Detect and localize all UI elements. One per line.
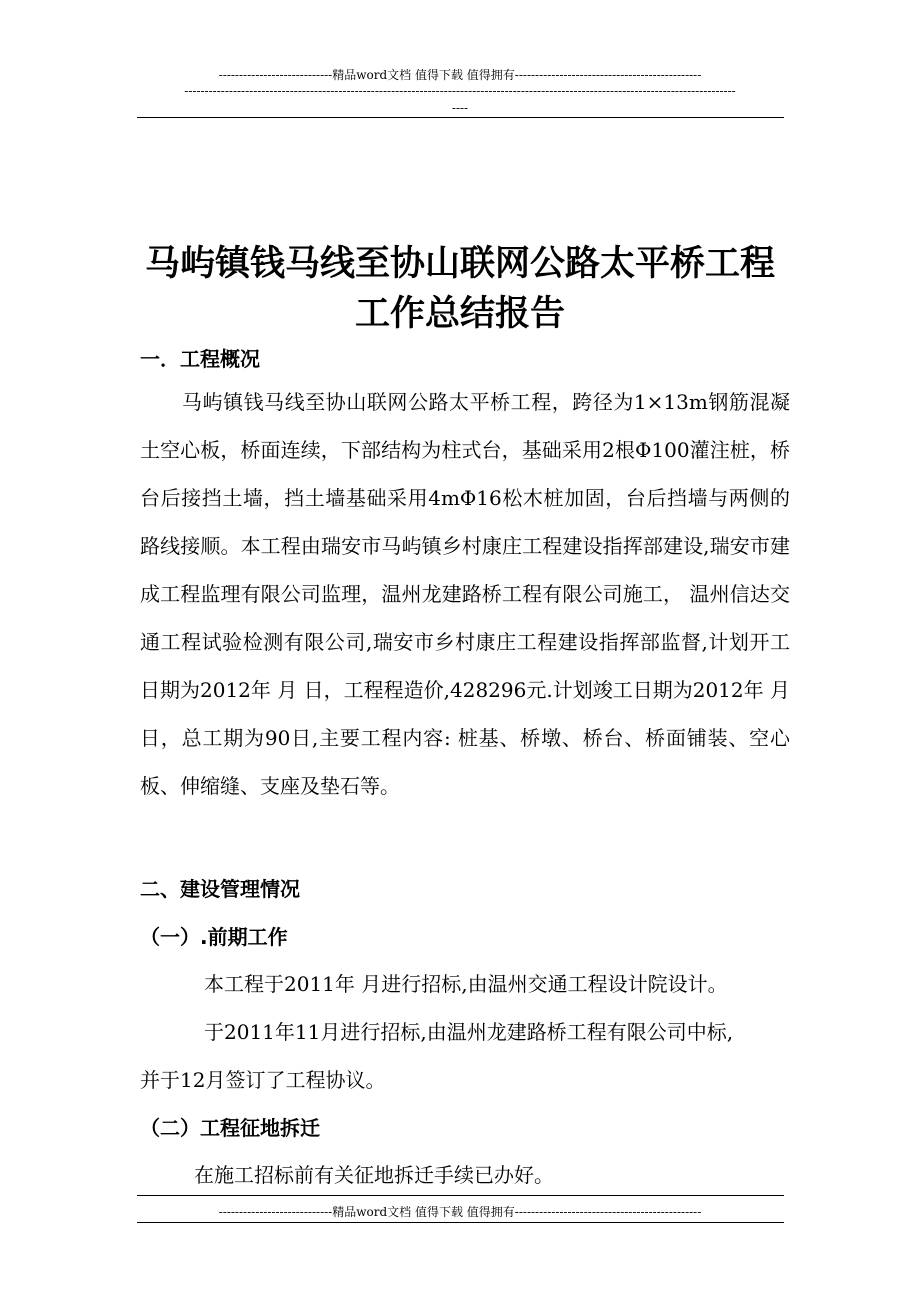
footer-rule — [137, 1195, 784, 1196]
section-heading-management: 二、建设管理情况 — [140, 877, 300, 901]
document-title-line1: 马屿镇钱马线至协山联网公路太平桥工程 — [144, 244, 775, 284]
preliminary-line-2: 于2011年11月进行招标,由温州龙建路桥工程有限公司中标, — [204, 1020, 734, 1044]
overview-paragraph: 马屿镇钱马线至协山联网公路太平桥工程，跨径为1×13m钢筋混凝土空心板，桥面连续，下部结构为柱式台，基础采用2根Φ100灌注桩，桥台后接挡土墙，挡土墙基础采用4mΦ16松木桩加固，台后挡墙与两侧的路线接顺。本工程由瑞安市马屿镇乡村康庄工程建设指挥部建设,瑞安市建成工程监理有限公司监理，温州龙建路桥工程有限公司施工， 温州信达交通工程试验检测有限公司,瑞安市乡村康庄工程建设指挥部监督,计划开工日期为2012年 月 日，工程程造价,428296元.计划竣工日期为2012年 月 日，总工期为90日,主要工程内容: 桩基、桥墩、桥台、桥面铺装、空心板、伸缩缝、支座及垫石等。 — [140, 390, 790, 798]
header-dash-line: ---------------------------------------------------------------------------------------------------------------------------------------- — [184, 84, 736, 98]
document-title-line2: 工作总结报告 — [354, 294, 565, 334]
preliminary-line-1: 本工程于2011年 月进行招标,由温州交通工程设计院设计。 — [204, 972, 728, 996]
section-heading-overview: 一．工程概况 — [140, 347, 260, 371]
header-banner-text: ----------------------------精品word文档 值得下载 值得拥有---------------------------------------------- — [218, 68, 702, 82]
header-rule — [137, 117, 784, 118]
subsection-heading-preliminary: （一）.前期工作 — [140, 925, 288, 949]
land-line-1: 在施工招标前有关征地拆迁手续已办好。 — [194, 1163, 554, 1187]
subsection-heading-land: （二）工程征地拆迁 — [140, 1116, 320, 1140]
footer-rule-bottom — [137, 1222, 784, 1223]
footer-banner-text: ----------------------------精品word文档 值得下载 值得拥有---------------------------------------------- — [218, 1205, 702, 1219]
header-dash-tail: ---- — [451, 101, 469, 115]
preliminary-line-3: 并于12月签订了工程协议。 — [140, 1068, 386, 1092]
